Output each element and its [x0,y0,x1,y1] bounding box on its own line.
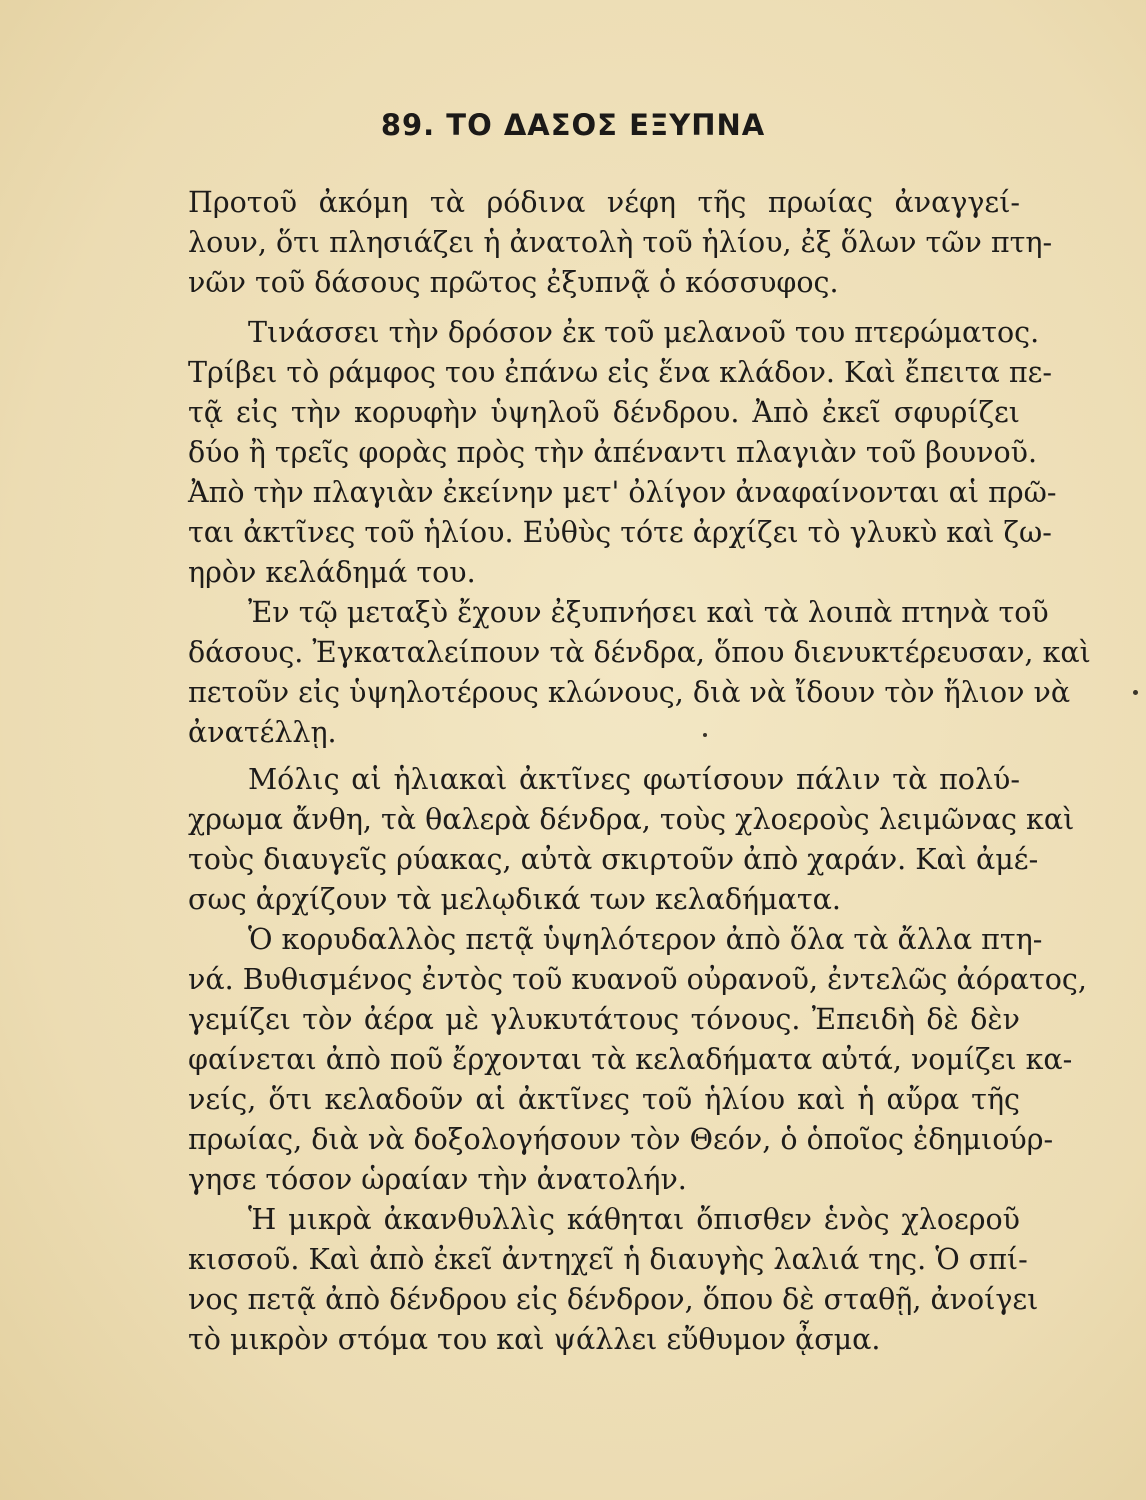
paper-speck [703,733,707,737]
text-line: Ὁ κορυδαλλὸς πετᾷ ὑψηλότερον ἀπὸ ὅλα τὰ ἄλλα πτη- [248,923,1043,956]
text-line: ται ἀκτῖνες τοῦ ἡλίου. Εὐθὺς τότε ἀρχίζει τὸ γλυκὺ καὶ ζω- [188,516,1052,549]
text-line: χρωμα ἄνθη, τὰ θαλερὰ δένδρα, τοὺς χλοερoὺς λειμῶνας καὶ [188,803,1075,836]
text-line: νά. Βυθισμένος ἐντὸς τοῦ κυανοῦ οὐρανοῦ, ἐντελῶς ἀόρατος, [188,963,1087,996]
text-line: Ἐν τῷ μεταξὺ ἔχουν ἐξυπνήσει καὶ τὰ λοιπὰ πτηνὰ τοῦ [248,596,1049,629]
text-line: Ἀπὸ τὴν πλαγιὰν ἐκείνην μετ' ὀλίγον ἀναφαίνονται αἱ πρῶ- [188,476,1057,509]
text-line: ἀνατέλλῃ. [188,716,337,749]
chapter-title: 89. ΤΟ ΔΑΣΟΣ ΕΞΥΠΝΑ [380,108,766,142]
text-line: πετοῦν εἰς ὑψηλοτέρους κλώνους, διὰ νὰ ἴδουν τὸν ἥλιον νὰ [188,676,1071,709]
text-line: σως ἀρχίζουν τὰ μελῳδικά των κελαδήματα. [188,883,841,916]
text-line: γησε τόσον ὡραίαν τὴν ἀνατολήν. [188,1163,687,1196]
text-line: Ἡ μικρὰ ἀκανθυλλὶς κάθηται ὄπισθεν ἑνὸς χλοεροῦ [248,1203,1020,1236]
text-line: ηρὸν κελάδημά του. [188,556,476,589]
text-line: νῶν τοῦ δάσους πρῶτος ἐξυπνᾷ ὁ κόσσυφος. [188,266,839,299]
text-line: φαίνεται ἀπὸ ποῦ ἔρχονται τὰ κελαδήματα αὐτά, νομίζει κα- [188,1043,1073,1076]
text-line: πρωίας, διὰ νὰ δοξολογήσουν τὸν Θεόν, ὁ ὁποῖος ἐδημιούρ- [188,1123,1054,1156]
text-line: Προτοῦ ἀκόμη τὰ ρόδινα νέφη τῆς πρωίας ἀναγγεί- [188,186,1020,219]
text-line: δύο ἢ τρεῖς φορὰς πρὸς τὴν ἀπέναντι πλαγιὰν τοῦ βουνοῦ. [188,436,1038,469]
text-line: Μόλις αἱ ἡλιακαὶ ἀκτῖνες φωτίσουν πάλιν τὰ πολύ- [248,763,1020,796]
text-line: νείς, ὅτι κελαδοῦν αἱ ἀκτῖνες τοῦ ἡλίου καὶ ἡ αὔρα τῆς [188,1083,1020,1116]
text-line: Τρίβει τὸ ράμφος του ἐπάνω εἰς ἕνα κλάδον. Καὶ ἔπειτα πε- [188,356,1052,389]
text-line: νος πετᾷ ἀπὸ δένδρου εἰς δένδρον, ὅπου δὲ σταθῇ, ἀνοίγει [188,1283,1039,1316]
text-line: τᾷ εἰς τὴν κορυφὴν ὑψηλοῦ δένδρου. Ἀπὸ ἐκεῖ σφυρίζει [188,396,1020,429]
text-line: δάσους. Ἐγκαταλείπουν τὰ δένδρα, ὅπου διενυκτέρευσαν, καὶ [188,636,1091,669]
paper-speck [1133,690,1138,695]
text-line: τοὺς διαυγεῖς ρύακας, αὐτὰ σκιρτοῦν ἀπὸ χαράν. Καὶ ἀμέ- [188,843,1039,876]
text-line: Τινάσσει τὴν δρόσον ἐκ τοῦ μελανοῦ του πτερώματος. [248,316,1040,349]
text-line: γεμίζει τὸν ἀέρα μὲ γλυκυτάτους τόνους. Ἐπειδὴ δὲ δὲν [188,1003,1020,1036]
text-line: κισσοῦ. Καὶ ἀπὸ ἐκεῖ ἀντηχεῖ ἡ διαυγὴς λαλιά της. Ὁ σπί- [188,1243,1028,1276]
text-line: τὸ μικρὸν στόμα του καὶ ψάλλει εὔθυμον ᾆσμα. [188,1323,881,1356]
text-line: λουν, ὅτι πλησιάζει ἡ ἀνατολὴ τοῦ ἡλίου, ἐξ ὅλων τῶν πτη- [188,226,1053,259]
